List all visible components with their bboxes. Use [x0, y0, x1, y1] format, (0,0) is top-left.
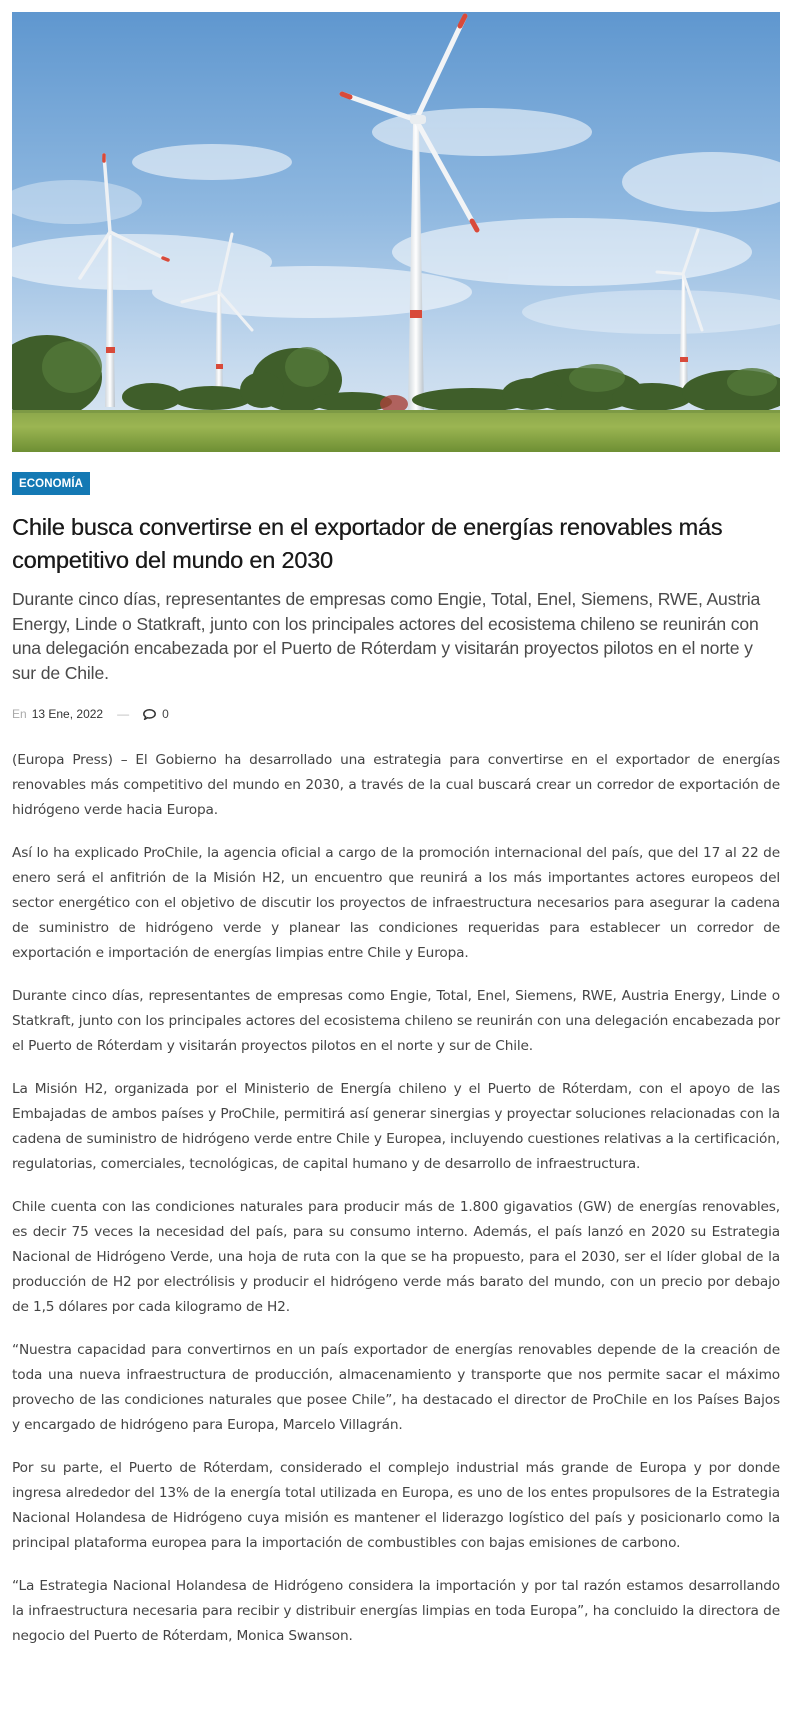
hero-image — [12, 12, 780, 452]
article-paragraph: (Europa Press) – El Gobierno ha desarrollado una estrategia para convertirse en el exportador de energías renovables más competitivo del mundo en 2030, a través de la cual buscará crear un corredor de exportación de hidrógeno verde hacia Europa. — [12, 752, 780, 818]
article-paragraph: Chile cuenta con las condiciones naturales para producir más de 1.800 gigavatios (GW) de energías renovables, es decir 75 veces la necesidad del país, para su consumo interno. Además, el país lanzó en 2020 su Estrategia Nacional de Hidrógeno Verde, una hoja de ruta con la que se ha propuesto, para el 2030, ser el líder global de la producción de H2 por electrólisis y producir el hidrógeno verde más barato del mundo, con un precio por debajo de 1,5 dólares por cada kilogramo de H2. — [12, 1199, 780, 1315]
article-paragraph: La Misión H2, organizada por el Ministerio de Energía chileno y el Puerto de Róterdam, con el apoyo de las Embajadas de ambos países y ProChile, permitirá así generar sinergias y proyectar soluciones relacionadas con la cadena de suministro de hidrógeno verde entre Chile y Europea, incluyendo cuestiones relativas a la certificación, regulatorias, comerciales, tecnológicas, de capital humano y de desarrollo de infraestructura. — [12, 1081, 780, 1172]
article-paragraph: Durante cinco días, representantes de empresas como Engie, Total, Enel, Siemens, RWE, Austria Energy, Linde o Statkraft, junto con los principales actores del ecosistema chileno se reunirán con una delegación encabezada por el Puerto de Róterdam y visitarán proyectos pilotos en el norte y sur de Chile. — [12, 988, 781, 1054]
publish-date[interactable]: 13 Ene, 2022 — [31, 707, 104, 721]
comments-icon — [143, 709, 156, 720]
article-container — [12, 12, 780, 1667]
comments-link[interactable] — [143, 707, 169, 721]
article-paragraph: “La Estrategia Nacional Holandesa de Hidrógeno considera la importación y por tal razón estamos desarrollando la infraestructura necesaria para recibir y distribuir energías limpias en toda Europa”, ha concluido la directora de negocio del Puerto de Róterdam, Monica Swanson. — [12, 1578, 780, 1644]
article-body — [12, 748, 780, 1649]
article-lead: Durante cinco días, representantes de empresas como Engie, Total, Enel, Siemens, RWE, Austria Energy, Linde o Statkraft, junto con los principales actores del ecosistema chileno se reunirán con una delegación encabezada por el Puerto de Róterdam y visitarán proyectos pilotos en el norte y sur de Chile. — [12, 589, 761, 683]
article-meta — [12, 706, 780, 722]
article-paragraph: “Nuestra capacidad para convertirnos en un país exportador de energías renovables depende de la creación de toda una nueva infraestructura de producción, almacenamiento y transporte que nos permite sacar el máximo provecho de las condiciones naturales que posee Chile”, ha destacado el director de ProChile en los Países Bajos y encargado de hidrógeno para Europa, Marcelo Villagrán. — [12, 1342, 780, 1433]
article-paragraph: Por su parte, el Puerto de Róterdam, considerado el complejo industrial más grande de Europa y por donde ingresa alrededor del 13% de la energía total utilizada en Europa, es uno de los entes propulsores de la Estrategia Nacional Holandesa de Hidrógeno cuya misión es mantener el liderazgo logístico del país y posicionarlo como la principal plataforma europea para la importación de combustibles con bajas emisiones de carbono. — [12, 1460, 780, 1551]
article-paragraph: Así lo ha explicado ProChile, la agencia oficial a cargo de la promoción internacional del país, que del 17 al 22 de enero será el anfitrión de la Misión H2, un encuentro que reunirá a los más importantes actores europeos del sector energético con el objetivo de discutir los proyectos de infraestructura necesarios para asegurar la cadena de suministro de hidrógeno verde y planear las condiciones requeridas para establecer un corredor de exportación e importación de energías limpias entre Chile y Europa. — [12, 845, 780, 961]
category-badge[interactable]: ECONOMÍA — [12, 472, 90, 495]
comments-count: 0 — [162, 707, 169, 721]
meta-separator: — — [117, 707, 130, 721]
wind-turbines-landscape-image — [12, 12, 780, 452]
meta-prefix: En — [12, 707, 27, 721]
article-title: Chile busca convertirse en el exportador de energías renovables más competitivo del mundo en 2030 — [12, 514, 723, 573]
